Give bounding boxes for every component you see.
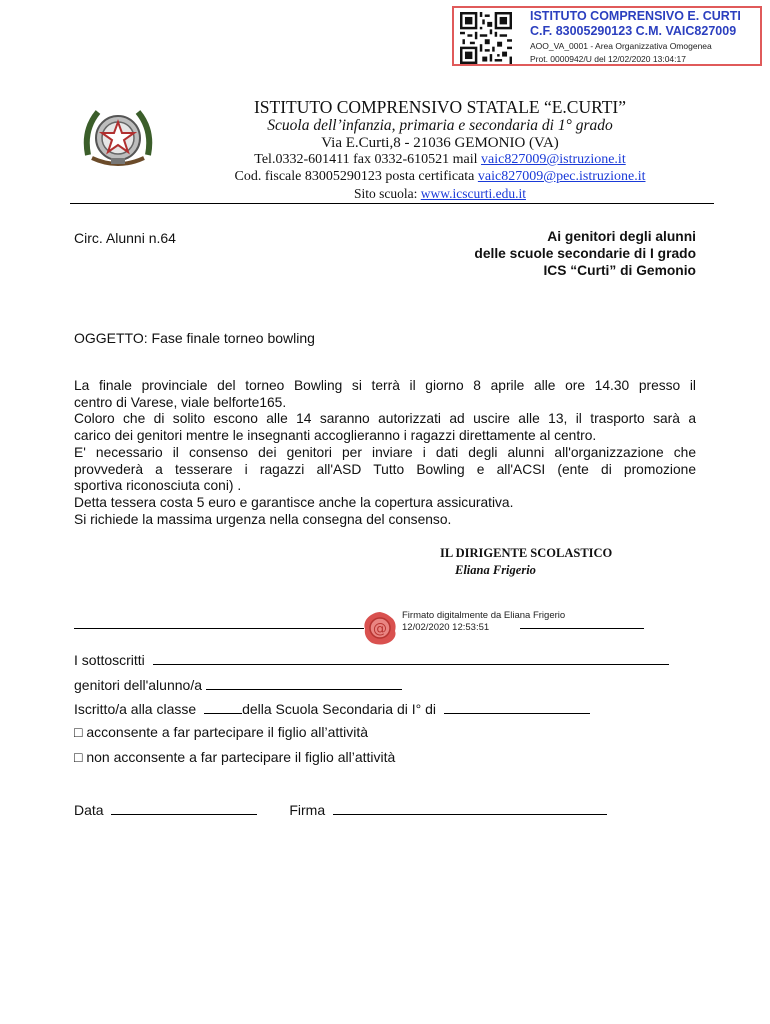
stamp-protocol: Prot. 0000942/U del 12/02/2020 13:04:17 [530,54,686,64]
cut-line [520,628,644,629]
body-line: E' necessario il consenso dei genitori per inviare i dati degli alunni all'organizzazione che [74,444,696,460]
body-line: Coloro che di solito escono alle 14 saranno autorizzati ad uscire alle 13, il trasporto sarà a [74,411,696,427]
option-consent[interactable]: □ acconsente a far partecipare il figlio all’attività [74,724,369,740]
form-sign-row [74,800,607,818]
stamp-institute: ISTITUTO COMPRENSIVO E. CURTI [530,9,741,23]
recipient-line: ICS “Curti” di Gemonio [543,263,696,278]
header-divider [70,203,714,204]
cut-line [74,628,364,629]
protocol-stamp [452,6,762,66]
digital-signature-date: 12/02/2020 12:53:51 [402,622,490,633]
recipient-line: delle scuole secondarie di I grado [474,246,696,261]
school-subtitle: Scuola dell’infanzia, primaria e secondaria di 1° grado [267,117,613,134]
subject-line: OGGETTO: Fase finale torneo bowling [74,330,315,346]
contacts-text: Tel.0332-601411 fax 0332-610521 mail [254,152,482,167]
recipient-line: Ai genitori degli alunni [547,229,696,244]
school-site [150,186,730,202]
school-contacts [150,152,730,168]
pec-link[interactable]: vaic827009@pec.istruzione.it [477,169,646,184]
class-field[interactable] [204,699,242,714]
school-label: della Scuola Secondaria di I° di [242,701,437,717]
qr-code-icon [460,12,512,64]
site-link[interactable]: www.icscurti.edu.it [420,186,526,201]
fiscal-text: Cod. fiscale 83005290123 posta certificata [234,169,478,184]
sign-label: Firma [289,802,326,818]
italian-republic-emblem-icon [78,100,158,172]
form-student-row [74,675,402,693]
signers-label: I sottoscritti [74,652,145,668]
body-text [74,378,696,528]
school-address: Via E.Curti,8 - 21036 GEMONIO (VA) [321,135,559,151]
form-signers-row [74,650,669,668]
stamp-area: AOO_VA_0001 - Area Organizzativa Omogenea [530,41,712,51]
body-line: sportiva riconosciuta coni) . [74,478,242,494]
form-class-row [74,699,590,717]
date-field[interactable] [111,800,257,815]
body-line: La finale provinciale del torneo Bowling si terrà il giorno 8 aprile alle ore 14.30 presso il [74,378,696,393]
school-name: ISTITUTO COMPRENSIVO STATALE “E.CURTI” [253,97,627,117]
svg-text:@: @ [373,621,387,637]
student-field[interactable] [206,675,402,690]
body-line: Si richiede la massima urgenza nella consegna del consenso. [74,511,452,527]
circular-number: Circ. Alunni n.64 [74,230,176,246]
stamp-codes: C.F. 83005290123 C.M. VAIC827009 [530,24,737,38]
signature-role: IL DIRIGENTE SCOLASTICO [440,546,613,560]
school-field[interactable] [444,699,590,714]
signature-name: Eliana Frigerio [455,563,536,577]
body-line: Detta tessera costa 5 euro e garantisce anche la copertura assicurativa. [74,494,514,510]
sign-field[interactable] [333,800,607,815]
body-line: provvederà a tesserare i ragazzi all'ASD Tutto Bowling e all'ACSI (ente di promozione [74,461,696,477]
site-label: Sito scuola: [354,186,421,201]
body-line: centro di Varese, viale belforte165. [74,394,287,410]
body-line: carico dei genitori mentre le insegnanti accoglieranno i ragazzi direttamente al centro. [74,428,597,444]
class-label: Iscritto/a alla classe [74,701,197,717]
option-no-consent[interactable]: □ non acconsente a far partecipare il figlio all’attività [74,749,396,765]
student-label: genitori dell'alunno/a [74,677,202,693]
date-label: Data [74,802,104,818]
digital-signature-signer: Firmato digitalmente da Eliana Frigerio [402,610,566,621]
email-link[interactable]: vaic827009@istruzione.it [481,152,626,167]
wax-seal-icon [362,610,398,646]
signers-field[interactable] [153,650,669,665]
school-fiscal [150,169,730,185]
